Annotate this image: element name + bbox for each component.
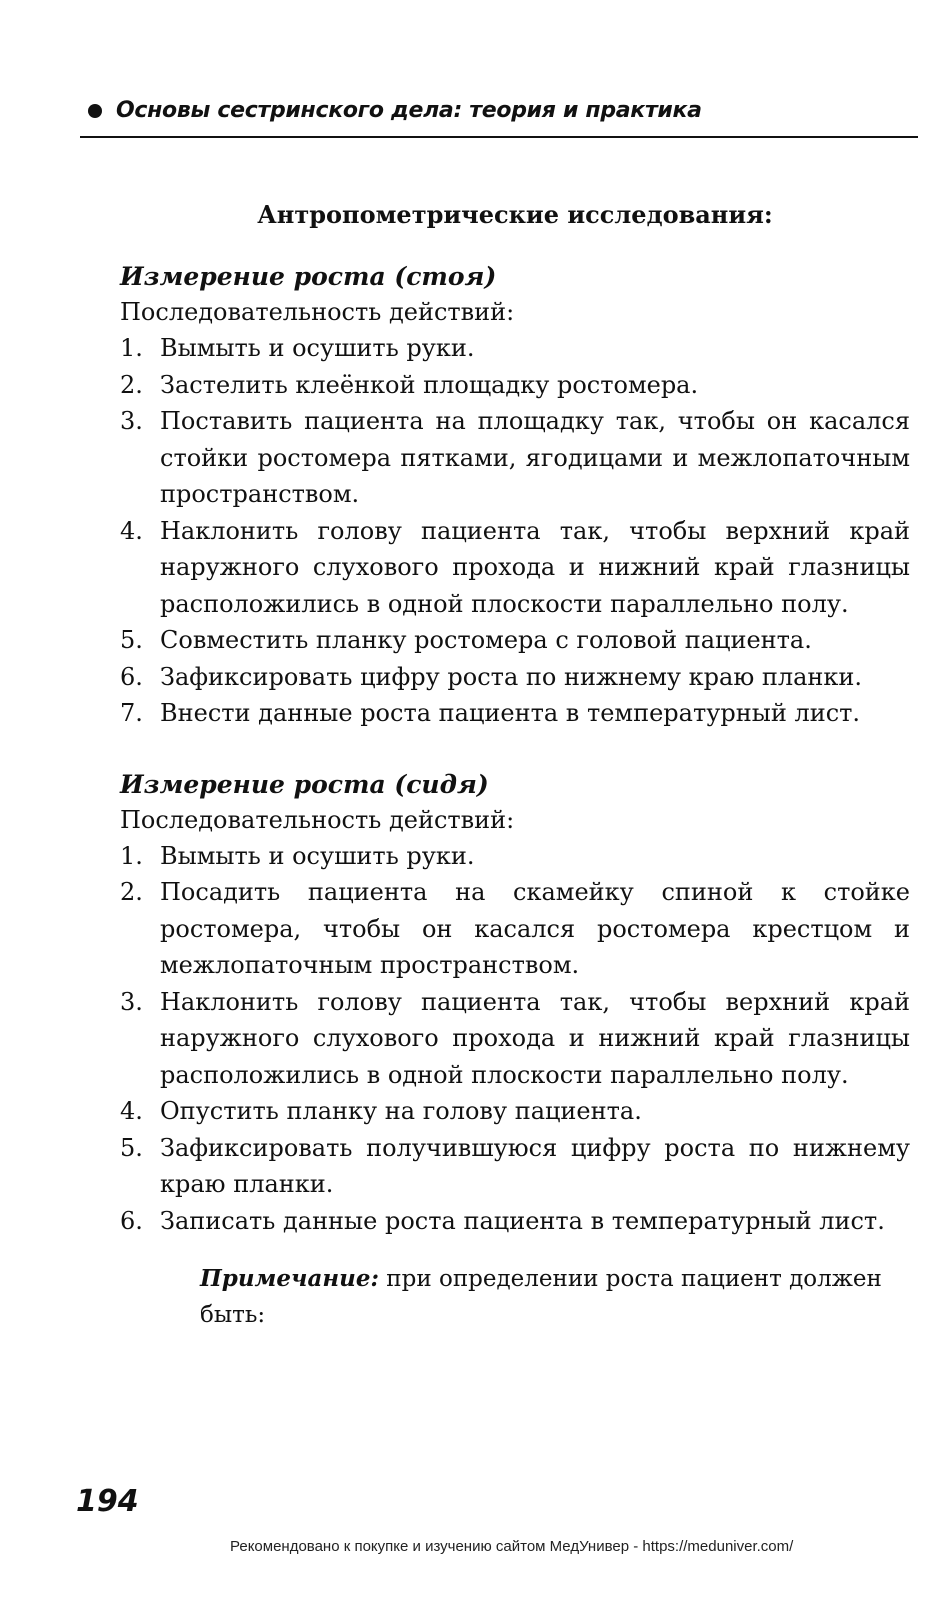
step-item	[120, 367, 910, 404]
step-text: Наклонить голову пациента так, чтобы верхний край наружного слухового прохода и нижний край глазницы расположились в одной плоскости параллельно полу.	[160, 987, 910, 1089]
step-number: 5.	[120, 626, 143, 654]
header-title: Основы сестринского дела: теория и практика	[116, 98, 702, 123]
step-item	[120, 1093, 910, 1130]
step-number: 3.	[120, 987, 143, 1016]
step-text: Зафиксировать получившуюся цифру роста по нижнему краю планки.	[160, 1133, 910, 1198]
step-item	[120, 330, 910, 367]
step-text: Наклонить голову пациента так, чтобы верхний край наружного слухового прохода и нижний край глазницы расположились в одной плоскости параллельно полу.	[160, 516, 910, 618]
note-label: Примечание:	[200, 1265, 379, 1292]
step-text: Записать данные роста пациента в температурный лист.	[160, 1206, 885, 1235]
step-text: Вымыть и осушить руки.	[160, 334, 475, 362]
bullet-icon	[88, 104, 102, 118]
step-number: 6.	[120, 662, 143, 691]
step-text: Посадить пациента на скамейку спиной к стойке ростомера, чтобы он касался ростомера крестцом и межлопаточным пространством.	[160, 878, 910, 979]
sitting-steps	[120, 838, 910, 1240]
step-number: 3.	[120, 407, 143, 435]
step-number: 2.	[120, 878, 143, 906]
step-number: 1.	[120, 841, 143, 870]
step-number: 1.	[120, 334, 143, 362]
step-item	[120, 1203, 910, 1240]
step-item	[120, 874, 910, 984]
step-item	[120, 622, 910, 659]
page-content	[120, 200, 910, 1333]
step-item	[120, 659, 910, 696]
step-item	[120, 1130, 910, 1203]
note	[200, 1261, 900, 1333]
footer-attribution: Рекомендовано к покупке и изучению сайтом МедУнивер - https://meduniver.com/	[230, 1538, 794, 1555]
step-item	[120, 984, 910, 1094]
step-item	[120, 695, 910, 732]
step-text: Опустить планку на голову пациента.	[160, 1097, 642, 1125]
step-number: 5.	[120, 1133, 143, 1162]
sitting-sequence-label: Последовательность действий:	[120, 805, 515, 834]
step-number: 6.	[120, 1206, 143, 1235]
step-item	[120, 838, 910, 875]
step-number: 4.	[120, 1097, 143, 1125]
step-text: Зафиксировать цифру роста по нижнему краю планки.	[160, 662, 863, 691]
step-text: Совместить планку ростомера с головой пациента.	[160, 626, 812, 654]
standing-steps	[120, 330, 910, 732]
step-number: 4.	[120, 516, 143, 545]
step-item	[120, 513, 910, 623]
step-text: Поставить пациента на площадку так, чтобы он касался стойки ростомера пятками, ягодицами и межлопаточным пространством.	[160, 407, 910, 508]
standing-sequence-label: Последовательность действий:	[120, 298, 515, 326]
step-text: Вымыть и осушить руки.	[160, 841, 475, 870]
section-gap	[120, 732, 910, 768]
step-text: Застелить клеёнкой площадку ростомера.	[160, 370, 699, 399]
page-number: 194	[76, 1484, 139, 1519]
step-number: 2.	[120, 370, 143, 399]
standing-title: Измерение роста (стоя)	[120, 262, 497, 291]
step-text: Внести данные роста пациента в температурный лист.	[160, 699, 861, 727]
header-rule	[80, 136, 918, 138]
running-header	[88, 98, 914, 123]
note-text: при определении роста пациент должен быть:	[200, 1266, 882, 1328]
step-number: 7.	[120, 699, 143, 727]
step-item	[120, 403, 910, 513]
sitting-title: Измерение роста (сидя)	[120, 769, 489, 799]
section-title: Антропометрические исследования:	[257, 200, 773, 229]
